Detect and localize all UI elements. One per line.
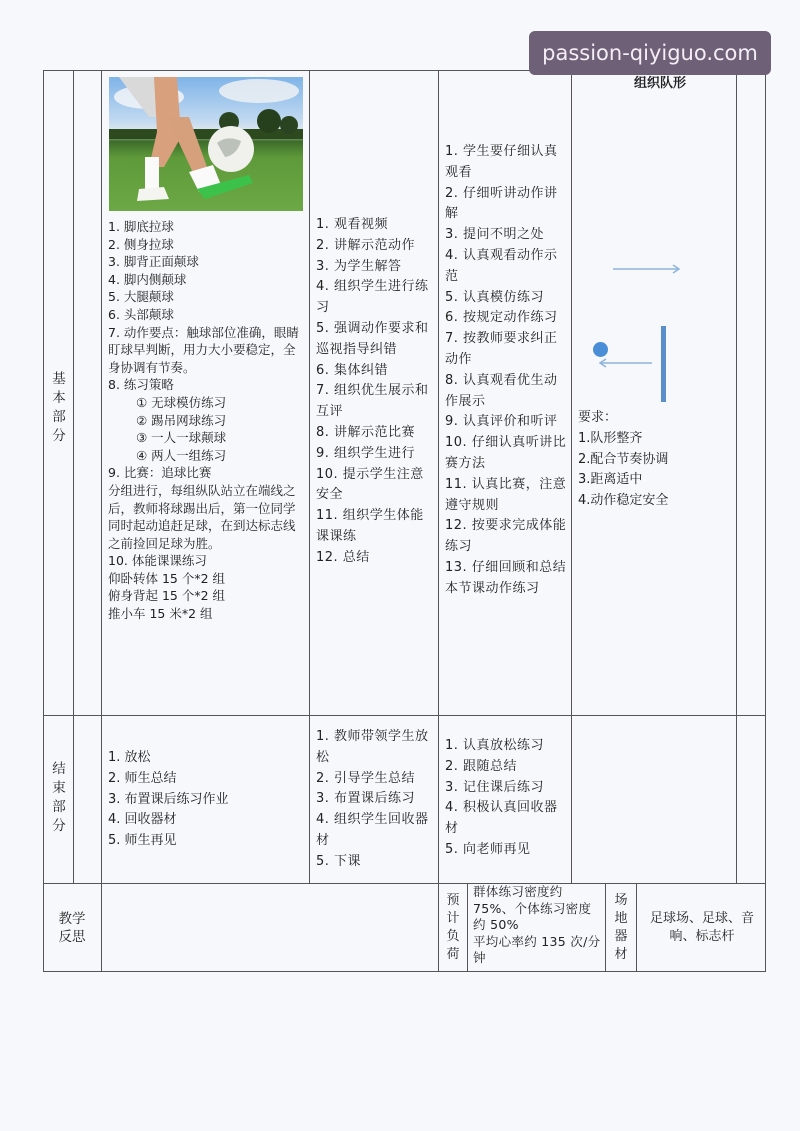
basic-section-label: 基 本 部 分 (52, 371, 66, 444)
content-item: 9. 比赛：追球比赛 (108, 465, 212, 481)
student-icon (586, 170, 592, 185)
end-student-list (445, 736, 569, 861)
table-right-border (765, 70, 766, 972)
watermark-badge: passion-qiyiguo.com (529, 31, 771, 75)
content-item: 4. 回收器材 (108, 812, 177, 828)
student-icon (590, 137, 596, 152)
content-item: 推小车 15 米*2 组 (108, 606, 213, 622)
student-item: 2. 跟随总结 (445, 758, 518, 774)
student-item: 1. 认真放松练习 (445, 738, 545, 753)
student-icon (716, 355, 720, 366)
expected-load-label: 预 计 负 荷 (446, 893, 460, 962)
content-item: 10. 体能课课练习 (108, 553, 207, 569)
reflection-label: 教学 反思 (58, 911, 86, 945)
formation-requirements (578, 408, 733, 512)
content-item: 5. 大腿颠球 (108, 289, 174, 305)
row-divider-basic-end (43, 715, 766, 716)
content-item: 7. 动作要点：触球部位准确，眼睛盯球早判断，用力大小要稳定，全身协调有节奏。 (108, 324, 299, 375)
teacher-item: 8. 讲解示范比赛 (316, 424, 416, 440)
student-icon (707, 178, 713, 193)
teacher-item: 6. 集体纠错 (316, 362, 389, 378)
col-divider-2 (101, 70, 102, 972)
end-section-label: 结 束 部 分 (52, 761, 66, 834)
col-divider-4 (438, 70, 439, 972)
student-icon (699, 261, 705, 276)
content-subitem: ④ 两人一组练习 (136, 447, 227, 463)
teacher-item: 12. 总结 (316, 549, 370, 565)
student-icon (686, 116, 692, 131)
ball-icon (593, 342, 608, 357)
teacher-item: 10. 提示学生注意安全 (316, 466, 424, 503)
basic-student-list (445, 142, 569, 600)
student-item: 2. 仔细听讲动作讲解 (445, 185, 558, 222)
student-icon (688, 204, 694, 219)
student-icon (649, 98, 655, 113)
requirement-item: 1.队形整齐 (578, 430, 643, 446)
teacher-item: 4. 组织学生回收器材 (316, 812, 429, 848)
student-icon (671, 355, 675, 366)
requirements-title: 要求： (578, 410, 618, 425)
content-item: 3. 脚背正面颠球 (108, 254, 199, 270)
arrow-right-icon (613, 263, 681, 275)
teacher-item: 1. 教师带领学生放松 (316, 729, 429, 765)
end-content-list (108, 748, 306, 852)
student-icon (607, 118, 613, 133)
content-item: 1. 放松 (108, 750, 151, 765)
teacher-item: 2. 讲解示范动作 (316, 237, 416, 253)
arrow-left-icon (598, 357, 652, 369)
load-density: 群体练习密度约 75%、个体练习密度约 50% (473, 884, 592, 932)
student-item: 7. 按教师要求纠正动作 (445, 331, 558, 367)
content-item: 5. 师生再见 (108, 833, 177, 849)
teacher-item: 1. 观看视频 (316, 217, 389, 232)
requirement-item: 4.动作稳定安全 (578, 493, 669, 509)
teacher-item: 7. 组织优生展示和互评 (316, 383, 429, 420)
student-item: 4. 积极认真回收器材 (445, 800, 558, 837)
teacher-icon (648, 152, 654, 167)
pass-drill-diagram (571, 255, 736, 285)
student-icon (626, 210, 632, 225)
student-item: 6. 按规定动作练习 (445, 310, 558, 326)
student-item: 10. 仔细认真听讲比赛方法 (445, 435, 567, 471)
basic-content-list (108, 218, 306, 623)
teacher-item: 4. 组织学生进行练习 (316, 279, 429, 316)
content-item: 2. 师生总结 (108, 770, 177, 786)
student-item: 4. 认真观看动作示范 (445, 247, 558, 284)
student-icon (673, 104, 679, 119)
content-subitem: ① 无球模仿练习 (136, 394, 227, 410)
student-icon (592, 262, 598, 277)
end-teacher-list (316, 727, 435, 873)
student-icon (711, 155, 717, 170)
content-item: 6. 头部颠球 (108, 306, 174, 322)
formation-title: 组织队形 (633, 76, 686, 91)
col-divider-6 (736, 70, 737, 883)
teacher-item: 9. 组织学生进行 (316, 445, 416, 461)
expected-load-text (473, 884, 603, 967)
student-icon (705, 355, 709, 366)
student-item: 9. 认真评价和听评 (445, 414, 558, 430)
teacher-item: 11. 组织学生体能课课练 (316, 508, 424, 544)
student-item: 11. 认真比赛，注意遵守规则 (445, 476, 567, 513)
student-item: 5. 认真模仿练习 (445, 289, 545, 305)
student-icon (694, 355, 698, 366)
teacher-item: 5. 下课 (316, 853, 362, 869)
equipment-label: 场 地 器 材 (614, 893, 628, 962)
basic-teacher-list (316, 215, 435, 569)
soccer-juggling-photo (109, 77, 303, 211)
content-subitem: ③ 一人一球颠球 (136, 430, 227, 446)
col-divider-equip (636, 883, 637, 972)
col-divider-3 (309, 70, 310, 883)
content-item: 仰卧转体 15 个*2 组 (108, 570, 226, 586)
end-line-marker (661, 326, 666, 402)
teacher-item: 5. 强调动作要求和巡视指导纠错 (316, 320, 429, 357)
student-item: 5. 向老师再见 (445, 841, 531, 857)
content-subitem: ② 踢吊网球练习 (136, 412, 227, 428)
equipment-text: 足球场、足球、音响、标志杆 (649, 911, 754, 944)
student-item: 8. 认真观看优生动作展示 (445, 372, 558, 409)
teacher-item: 2. 引导学生总结 (316, 770, 416, 786)
reflection-content-area[interactable] (102, 884, 438, 971)
circle-formation-diagram (571, 90, 736, 235)
teacher-item: 3. 布置课后练习 (316, 791, 416, 807)
content-item: 2. 侧身拉球 (108, 236, 174, 252)
table-bottom-border (43, 971, 766, 972)
student-item: 13. 仔细回顾和总结本节课动作练习 (445, 559, 567, 596)
content-item: 俯身背起 15 个*2 组 (108, 588, 226, 604)
content-item: 8. 练习策略 (108, 377, 174, 393)
student-icon (596, 194, 602, 209)
requirement-item: 2.配合节奏协调 (578, 451, 669, 467)
student-icon (682, 355, 686, 366)
student-item: 12. 按要求完成体能练习 (445, 518, 567, 555)
col-divider-1 (73, 70, 74, 883)
load-heart-rate: 平均心率约 135 次/分钟 (473, 933, 601, 965)
content-item: 3. 布置课后练习作业 (108, 791, 229, 807)
content-item: 分组进行，每组纵队站立在端线之后，教师将球踢出后，第一位同学同时起动追赶足球，在到达标志线之前捡回足球为胜。 (108, 482, 296, 551)
content-item: 1. 脚底拉球 (108, 219, 174, 234)
col-divider-equip-label (605, 883, 606, 972)
student-icon (663, 212, 669, 227)
teacher-item: 3. 为学生解答 (316, 258, 402, 274)
student-icon (700, 130, 706, 145)
col-divider-load (467, 883, 468, 972)
chase-drill-diagram (571, 320, 736, 410)
student-item: 3. 提问不明之处 (445, 227, 545, 243)
requirement-item: 3.距离适中 (578, 472, 643, 488)
student-item: 1. 学生要仔细认真观看 (445, 144, 558, 180)
table-left-border (43, 70, 44, 972)
student-item: 3. 记住课后练习 (445, 779, 545, 795)
content-item: 4. 脚内侧颠球 (108, 271, 187, 287)
student-icon (630, 104, 636, 119)
